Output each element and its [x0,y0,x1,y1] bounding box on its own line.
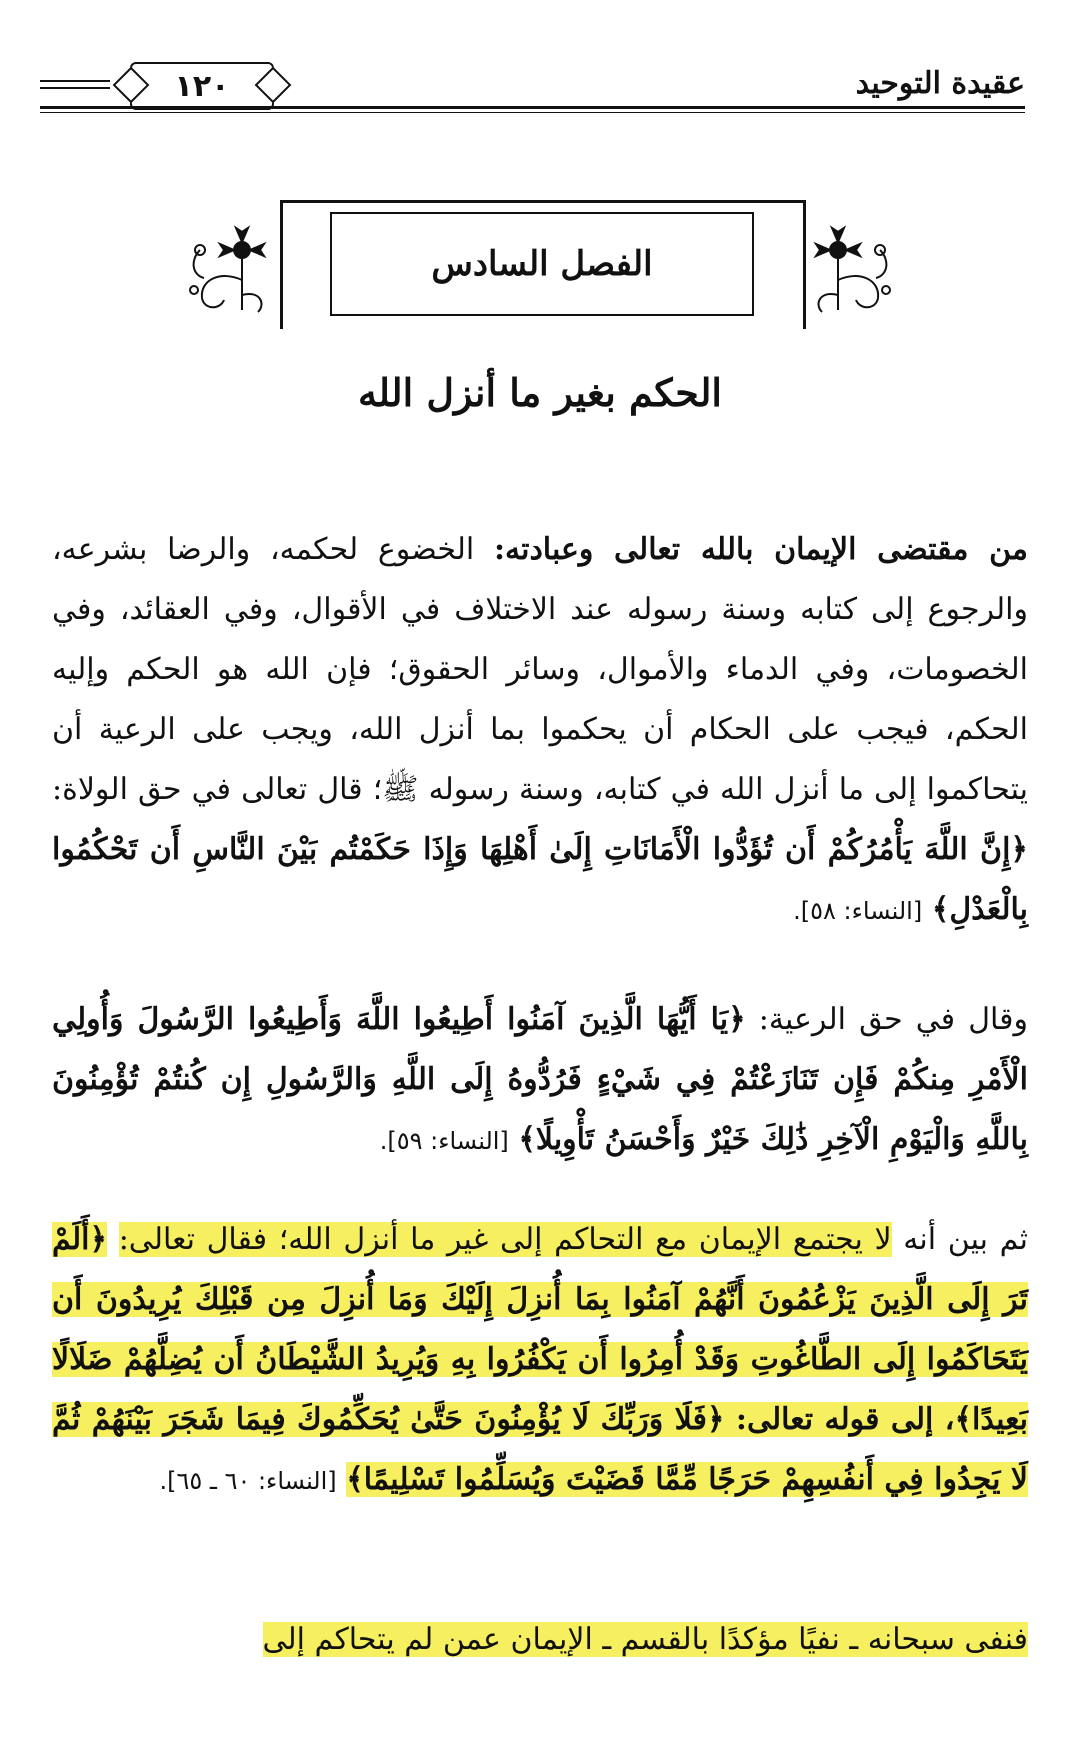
quran-verse-highlighted: ﴿أَلَمْ تَرَ إِلَى الَّذِينَ يَزْعُمُونَ أَنَّهُمْ آمَنُوا بِمَا أُنزِلَ إِلَيْكَ وَمَا أُنزِلَ مِن قَبْلِكَ يُرِيدُونَ أَن يَتَحَاكَمُوا إِلَى الطَّاغُوتِ وَقَدْ أُمِرُوا أَن يَكْفُرُوا بِهِ وَيُرِيدُ الشَّيْطَانُ أَن يُضِلَّهُمْ ضَلَالًا بَعِيدًا﴾، إلى قوله تعالى: ﴿فَلَا وَرَبِّكَ لَا يُؤْمِنُونَ حَتَّىٰ يُحَكِّمُوكَ فِيمَا شَجَرَ بَيْنَهُمْ ثُمَّ لَا يَجِدُوا فِي أَنفُسِهِمْ حَرَجًا مِّمَّا قَضَيْتَ وَيُسَلِّمُوا تَسْلِيمًا﴾ [52,1222,1028,1497]
header-ornament-lines [40,80,110,94]
verse-reference: [النساء: ٥٩]. [379,1127,509,1155]
chapter-title: الفصل السادس [330,212,754,316]
floral-ornament-icon [810,220,900,320]
highlighted-text: لا يجتمع الإيمان مع التحاكم إلى غير ما أنزل الله؛ فقال تعالى: [118,1222,892,1257]
chapter-heading [180,200,900,340]
quran-verse: ﴿إِنَّ اللَّهَ يَأْمُرُكُمْ أَن تُؤَدُّوا الْأَمَانَاتِ إِلَىٰ أَهْلِهَا وَإِذَا حَكَمْتُم بَيْنَ النَّاسِ أَن تَحْكُمُوا بِالْعَدْلِ﴾ [52,832,1028,927]
verse-reference: [النساء: ٥٨]. [793,897,923,925]
highlighted-text: فنفى سبحانه ـ نفيًا مؤكدًا بالقسم ـ الإيمان عمن لم يتحاكم إلى [262,1622,1028,1657]
verse-reference: [النساء: ٦٠ ـ ٦٥]. [159,1467,337,1495]
page-header [40,62,1025,126]
page-number: ١٢٠ [130,62,274,110]
paragraph-text: ثم بين أنه [903,1222,1028,1257]
floral-ornament-icon [180,220,270,320]
quran-verse: ﴿يَا أَيُّهَا الَّذِينَ آمَنُوا أَطِيعُوا اللَّهَ وَأَطِيعُوا الرَّسُولَ وَأُولِي الْأَمْرِ مِنكُمْ فَإِن تَنَازَعْتُمْ فِي شَيْءٍ فَرُدُّوهُ إِلَى اللَّهِ وَالرَّسُولِ إِن كُنتُمْ تُؤْمِنُونَ بِاللَّهِ وَالْيَوْمِ الْآخِرِ ذَٰلِكَ خَيْرٌ وَأَحْسَنُ تَأْوِيلًا﴾ [52,1002,1028,1157]
paragraph-highlighted [52,1210,1028,1511]
paragraph [52,520,1028,941]
book-title: عقيدة التوحيد [855,66,1025,101]
header-rule [40,106,1025,109]
paragraph-text: الخضوع لحكمه، والرضا بشرعه، والرجوع إلى كتابه وسنة رسوله عند الاختلاف في الأقوال، وفي العقائد، وفي الخصومات، وفي الدماء والأموال، وسائر الحقوق؛ فإن الله هو الحكم وإليه الحكم، فيجب على الحكام أن يحكموا بما أنزل الله، ويجب على الرعية أن يتحاكموا إلى ما أنزل الله في كتابه، وسنة رسوله ﷺ؛ قال تعالى في حق الولاة: [52,532,1028,807]
paragraph-highlighted [52,1610,1028,1670]
header-rule-thin [40,112,1025,113]
section-title: الحكم بغير ما أنزل الله [358,370,722,415]
paragraph-lead: من مقتضى الإيمان بالله تعالى وعبادته: [493,532,1028,567]
paragraph [52,990,1028,1171]
paragraph-text: وقال في حق الرعية: [758,1002,1028,1037]
